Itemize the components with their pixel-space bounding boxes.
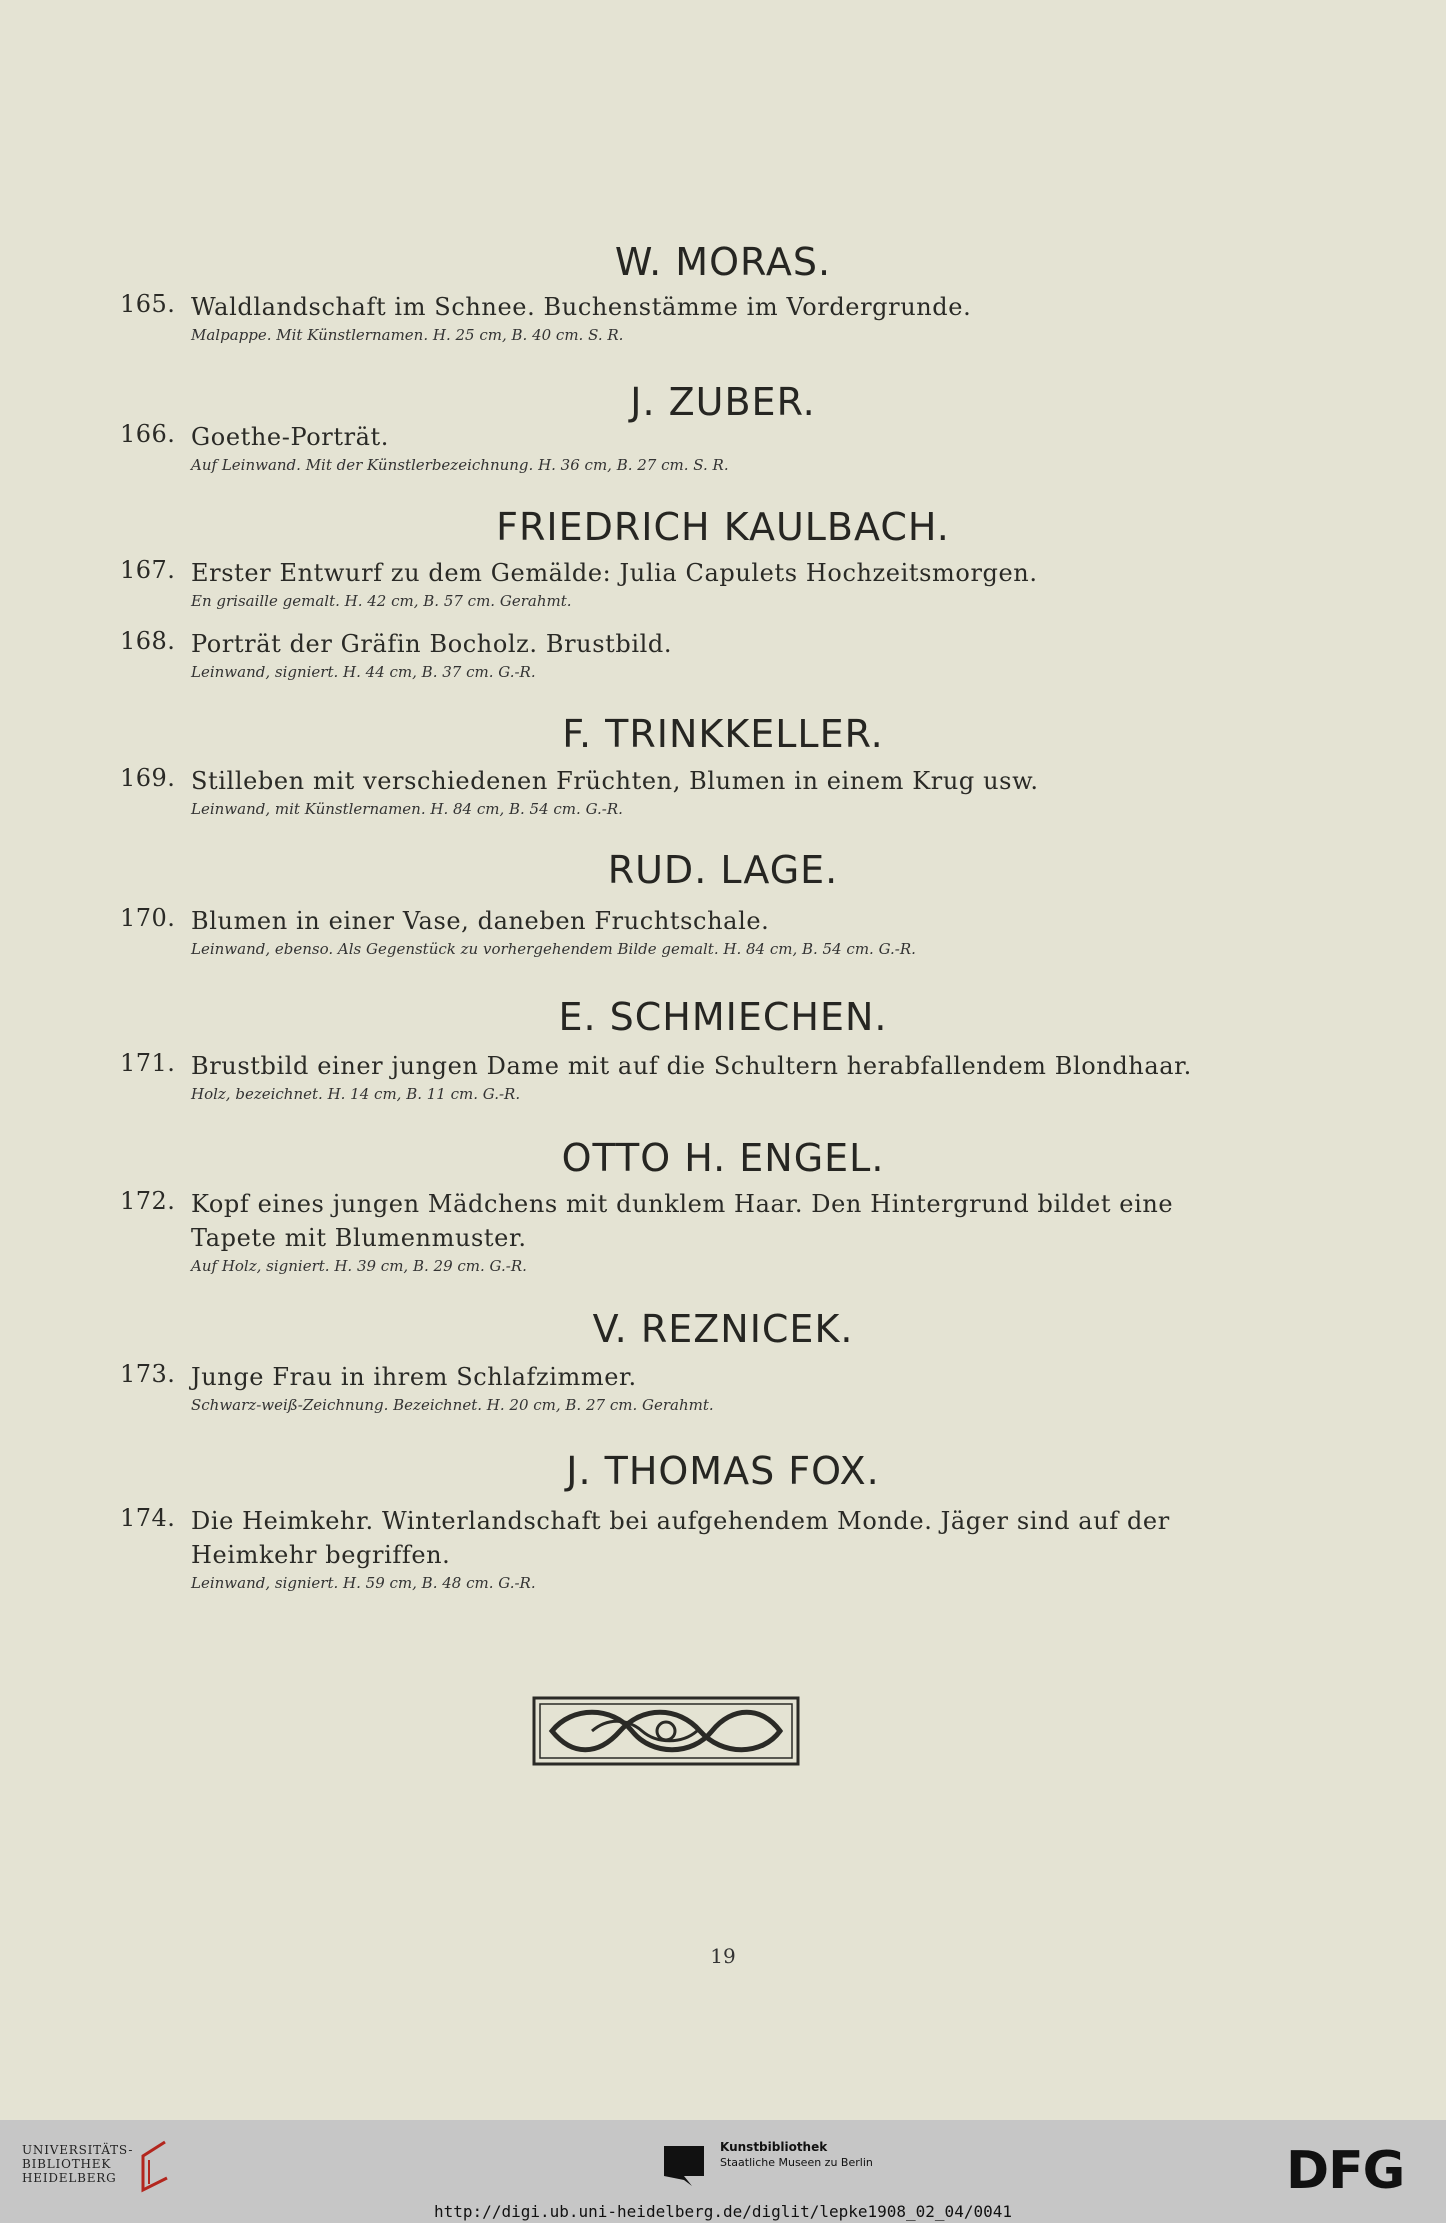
entry-title: Brustbild einer jungen Dame mit auf die Schultern herabfallendem Blondhaar.	[191, 1052, 1192, 1080]
kb-subtitle: Staatliche Museen zu Berlin	[720, 2156, 873, 2169]
artist-heading-fox: J. THOMAS FOX.	[566, 1449, 880, 1493]
ub-mark-icon	[135, 2138, 175, 2194]
entry-number: 166.	[120, 420, 176, 448]
artist-heading-zuber: J. ZUBER.	[630, 380, 816, 424]
ub-line: BIBLIOTHEK	[22, 2157, 112, 2171]
entry-details: Leinwand, signiert. H. 44 cm, B. 37 cm. G.-R.	[191, 663, 536, 681]
ub-line: HEIDELBERG	[22, 2171, 117, 2185]
catalog-entry-172	[120, 1187, 1200, 1275]
entry-number: 168.	[120, 627, 176, 655]
catalog-entry-173	[120, 1360, 1200, 1414]
page-number: 19	[710, 1944, 736, 1968]
dfg-logo[interactable]: DFG	[1286, 2141, 1405, 2201]
entry-details: Malpappe. Mit Künstlernamen. H. 25 cm, B. 40 cm. S. R.	[191, 326, 624, 344]
entry-title: Porträt der Gräfin Bocholz. Brustbild.	[191, 630, 673, 658]
kunstbibliothek-logo[interactable]	[720, 2140, 873, 2170]
entry-title: Waldlandschaft im Schnee. Buchenstämme im Vordergrunde.	[191, 293, 972, 321]
catalog-entry-165	[120, 290, 1200, 344]
entry-number: 165.	[120, 290, 176, 318]
entry-details: Leinwand, signiert. H. 59 cm, B. 48 cm. G.-R.	[191, 1574, 536, 1592]
ub-line: UNIVERSITÄTS-	[22, 2143, 134, 2157]
kunstbibliothek-icon	[662, 2144, 706, 2188]
viewer-footer	[0, 2120, 1446, 2223]
entry-title: Blumen in einer Vase, daneben Fruchtschale.	[191, 907, 770, 935]
entry-details: Holz, bezeichnet. H. 14 cm, B. 11 cm. G.-R.	[191, 1085, 521, 1103]
entry-number: 171.	[120, 1049, 176, 1077]
artist-heading-lage: RUD. LAGE.	[607, 848, 839, 892]
entry-details: Schwarz-weiß-Zeichnung. Bezeichnet. H. 20 cm, B. 27 cm. Gerahmt.	[191, 1396, 714, 1414]
entry-number: 173.	[120, 1360, 176, 1388]
artist-heading-moras: W. MORAS.	[614, 240, 832, 284]
knot-ornament-icon	[532, 1696, 800, 1766]
entry-title: Erster Entwurf zu dem Gemälde: Julia Capulets Hochzeitsmorgen.	[191, 559, 1038, 587]
artist-heading-schmiechen: E. SCHMIECHEN.	[558, 995, 888, 1039]
entry-number: 172.	[120, 1187, 176, 1215]
entry-title: Kopf eines jungen Mädchens mit dunklem Haar. Den Hintergrund bildet eine Tapete mit Blumenmuster.	[191, 1190, 1174, 1252]
catalog-entry-169	[120, 764, 1200, 818]
ub-heidelberg-logo[interactable]	[22, 2143, 133, 2185]
entry-details: Leinwand, ebenso. Als Gegenstück zu vorhergehendem Bilde gemalt. H. 84 cm, B. 54 cm. G.-R.	[191, 940, 916, 958]
entry-number: 174.	[120, 1504, 176, 1532]
entry-title: Junge Frau in ihrem Schlafzimmer.	[191, 1363, 637, 1391]
entry-details: Auf Leinwand. Mit der Künstlerbezeichnung. H. 36 cm, B. 27 cm. S. R.	[191, 456, 729, 474]
catalog-entry-170	[120, 904, 1200, 958]
kb-name: Kunstbibliothek	[720, 2140, 828, 2154]
entry-title: Stilleben mit verschiedenen Früchten, Blumen in einem Krug usw.	[191, 767, 1039, 795]
entry-details: En grisaille gemalt. H. 42 cm, B. 57 cm. Gerahmt.	[191, 592, 572, 610]
artist-heading-engel: OTTO H. ENGEL.	[561, 1136, 885, 1180]
artist-heading-kaulbach: FRIEDRICH KAULBACH.	[496, 505, 950, 549]
entry-details: Leinwand, mit Künstlernamen. H. 84 cm, B. 54 cm. G.-R.	[191, 800, 623, 818]
entry-number: 167.	[120, 556, 176, 584]
catalog-entry-174	[120, 1504, 1200, 1592]
catalog-entry-166	[120, 420, 1200, 474]
entry-title: Goethe-Porträt.	[191, 423, 390, 451]
entry-title: Die Heimkehr. Winterlandschaft bei aufgehendem Monde. Jäger sind auf der Heimkehr begriffen.	[191, 1507, 1170, 1569]
catalog-entry-168	[120, 627, 1200, 681]
entry-number: 169.	[120, 764, 176, 792]
catalog-entry-167	[120, 556, 1200, 610]
artist-heading-reznicek: V. REZNICEK.	[592, 1307, 854, 1351]
artist-heading-trinkkeller: F. TRINKKELLER.	[562, 712, 884, 756]
entry-number: 170.	[120, 904, 176, 932]
permalink-url[interactable]: http://digi.ub.uni-heidelberg.de/diglit/lepke1908_02_04/0041	[434, 2202, 1012, 2221]
catalog-entry-171	[120, 1049, 1200, 1103]
entry-details: Auf Holz, signiert. H. 39 cm, B. 29 cm. G.-R.	[191, 1257, 527, 1275]
